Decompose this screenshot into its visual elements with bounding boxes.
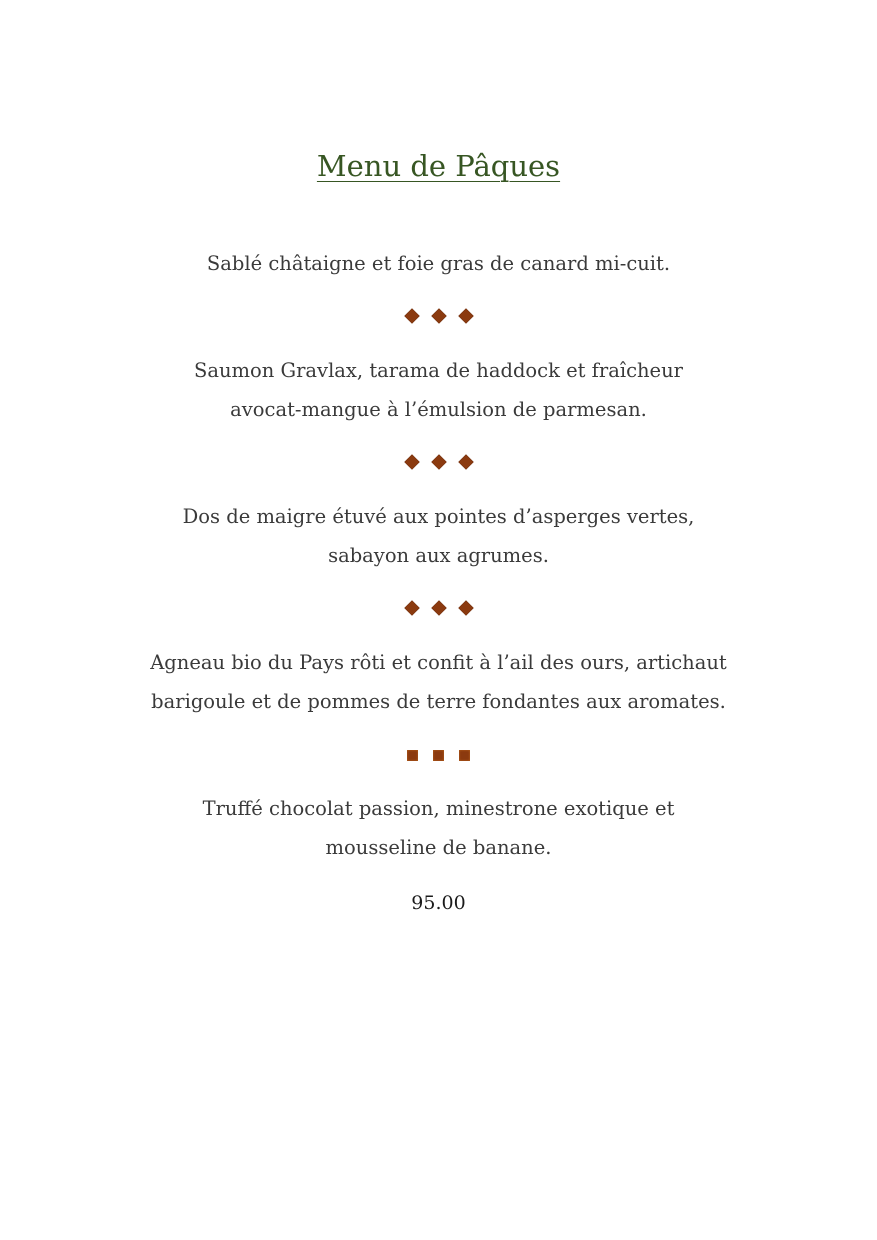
square-ornament-icon (433, 750, 444, 761)
diamond-ornament-icon (404, 309, 418, 323)
divider (0, 452, 877, 472)
course-line: Dos de maigre étuvé aux pointes d’asperges vertes, (182, 505, 695, 528)
diamond-ornament-icon (458, 455, 472, 469)
course-line: Sablé châtaigne et foie gras de canard mi-cuit. (206, 252, 671, 275)
divider (0, 598, 877, 618)
course-5 (100, 789, 777, 867)
course-2 (100, 351, 777, 429)
diamond-ornament-icon (431, 309, 445, 323)
square-ornament-icon (459, 750, 470, 761)
course-1 (100, 244, 777, 283)
course-line: barigoule et de pommes de terre fondantes aux aromates. (151, 690, 726, 713)
course-line: sabayon aux agrumes. (328, 544, 549, 567)
diamond-ornament-icon (431, 455, 445, 469)
course-4 (60, 643, 817, 721)
diamond-ornament-icon (404, 455, 418, 469)
menu-title: Menu de Pâques (316, 149, 561, 183)
course-line: Saumon Gravlax, tarama de haddock et fraîcheur (194, 359, 683, 382)
diamond-ornament-icon (458, 309, 472, 323)
diamond-ornament-icon (404, 601, 418, 615)
square-ornament-icon (407, 750, 418, 761)
diamond-ornament-icon (431, 601, 445, 615)
diamond-ornament-icon (458, 601, 472, 615)
dessert-divider (0, 745, 877, 765)
course-line: avocat-mangue à l’émulsion de parmesan. (230, 398, 647, 421)
divider (0, 306, 877, 326)
course-line: Truffé chocolat passion, minestrone exotique et (202, 797, 675, 820)
course-line: mousseline de banane. (325, 836, 552, 859)
menu-price: 95.00 (411, 892, 466, 914)
course-3 (100, 497, 777, 575)
course-line: Agneau bio du Pays rôti et confit à l’ail des ours, artichaut (150, 651, 727, 674)
